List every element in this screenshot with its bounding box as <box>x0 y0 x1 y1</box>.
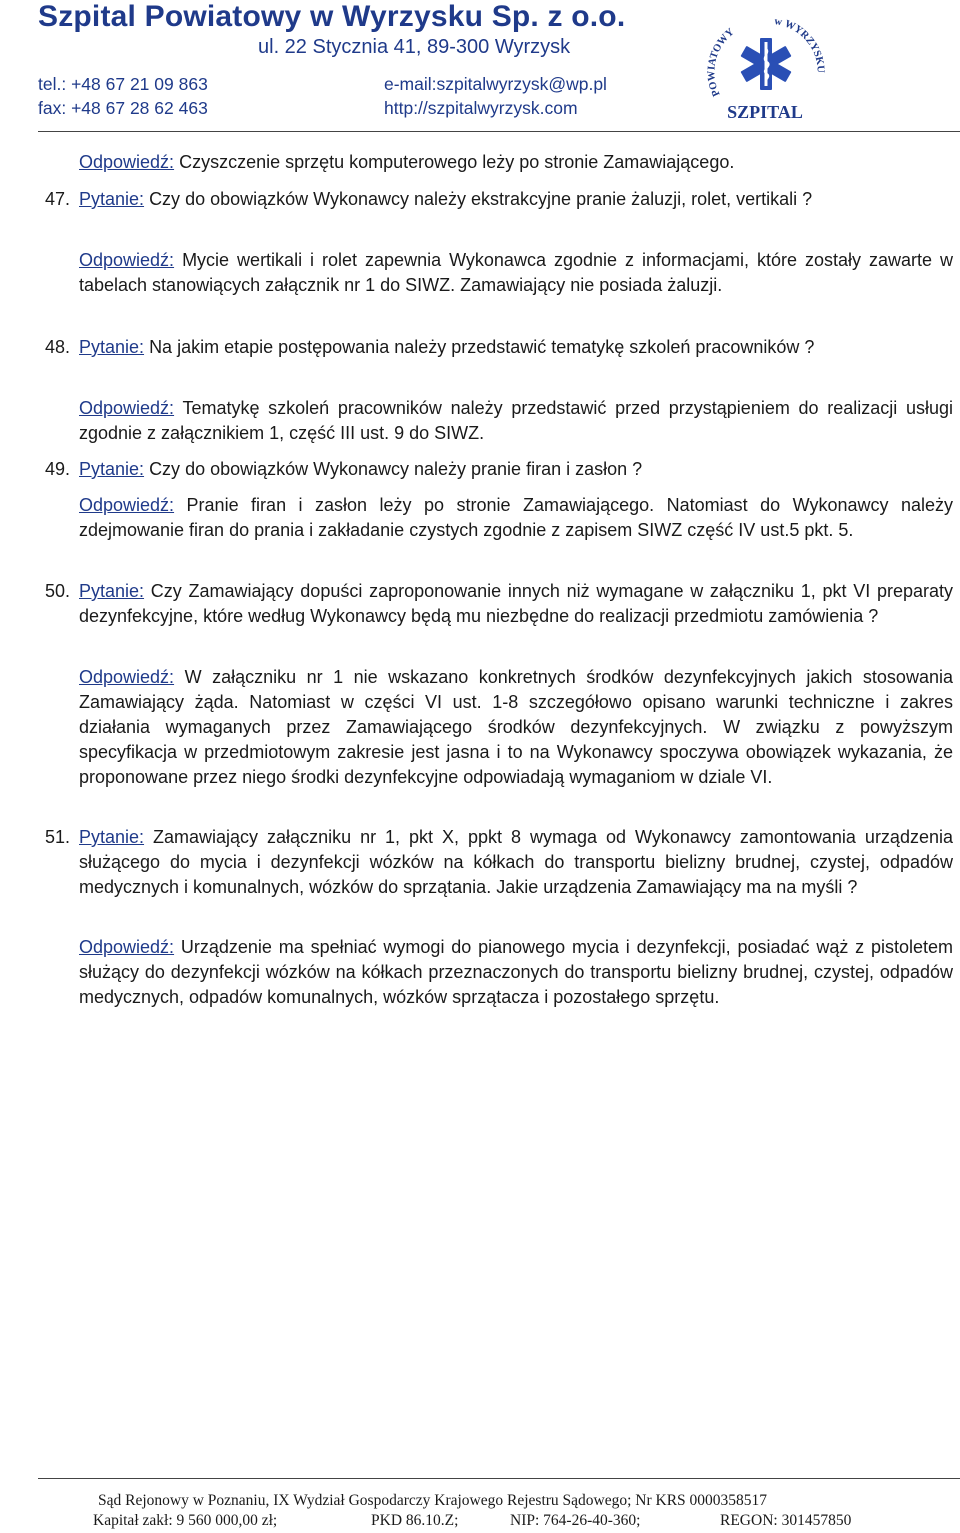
answer-text: Urządzenie ma spełniać wymogi do pianowego mycia i dezynfekcji, posiadać wąż z pistoletem służący do dezynfekcji wózków na kółkach przeznaczonych do transportu bielizny brudnej, czystej, odpadów medycznych, odpadów komunalnych, wózków sprzątacza i pozostałego sprzętu. <box>79 937 953 1007</box>
share-capital: Kapitał zakł: 9 560 000,00 zł; <box>93 1512 278 1529</box>
logo-arc-right: w WYRZYSKU <box>773 16 826 74</box>
hospital-website: http://szpitalwyrzysk.com <box>384 98 578 118</box>
footer-divider <box>38 1478 960 1479</box>
question-block <box>79 457 953 482</box>
question-block <box>79 579 953 629</box>
court-registration: Sąd Rejonowy w Poznaniu, IX Wydział Gospodarczy Krajowego Rejestru Sądowego; Nr KRS 0000358517 <box>98 1492 768 1509</box>
answer-text: Tematykę szkoleń pracowników należy przedstawić przed przystąpieniem do realizacji usługi zgodnie z załącznikiem 1, część III ust. 9 do SIWZ. <box>79 398 953 443</box>
svg-text:w WYRZYSKU <box>773 16 825 73</box>
answer-text: Pranie firan i zasłon leży po stronie Zamawiającego. Natomiast do Wykonawcy należy zdejmowanie firan do prania i zakładanie czystych zgodnie z zapisem SIWZ część IV ust.5 pkt. 5. <box>79 495 953 540</box>
hospital-fax: fax: +48 67 28 62 463 <box>38 98 208 118</box>
question-label: Pytanie: <box>79 337 145 357</box>
logo-bottom-text: SZPITAL <box>727 102 803 122</box>
question-text: Czy do obowiązków Wykonawcy należy ekstrakcyjne pranie żaluzji, rolet, vertikali ? <box>149 189 813 209</box>
question-number: 51. <box>45 827 71 847</box>
question-number: 50. <box>45 581 71 601</box>
question-label: Pytanie: <box>79 189 145 209</box>
answer-block <box>79 665 953 790</box>
answer-block <box>79 150 953 175</box>
hospital-logo <box>700 6 830 124</box>
answer-label: Odpowiedź: <box>79 667 175 687</box>
question-number: 48. <box>45 337 71 357</box>
regon-number: REGON: 301457850 <box>720 1512 852 1529</box>
question-number: 47. <box>45 189 71 209</box>
hospital-email: e-mail:szpitalwyrzysk@wp.pl <box>384 74 607 94</box>
question-block <box>79 335 953 360</box>
question-text: Zamawiający załączniku nr 1, pkt X, ppkt 8 wymaga od Wykonawcy zamontowania urządzenia służącego do mycia i dezynfekcji wózków na kółkach do transportu bielizny brudnej, czystej, odpadów medycznych i komunalnych, wózków do sprzątania. Jakie urządzenia Zamawiający ma na myśli ? <box>79 827 953 897</box>
answer-label: Odpowiedź: <box>79 152 175 172</box>
answer-block <box>79 248 953 298</box>
hospital-address: ul. 22 Stycznia 41, 89-300 Wyrzysk <box>258 36 571 58</box>
star-of-life-icon <box>740 38 791 90</box>
question-label: Pytanie: <box>79 581 145 601</box>
svg-text:POWIATOWY <box>706 26 737 98</box>
answer-block <box>79 396 953 446</box>
answer-label: Odpowiedź: <box>79 495 175 515</box>
hospital-phone: tel.: +48 67 21 09 863 <box>38 74 208 94</box>
logo-arc-left: POWIATOWY <box>706 26 737 98</box>
answer-block <box>79 935 953 1010</box>
question-label: Pytanie: <box>79 827 145 847</box>
question-label: Pytanie: <box>79 459 145 479</box>
question-text: Na jakim etapie postępowania należy przedstawić tematykę szkoleń pracowników ? <box>149 337 815 357</box>
hospital-name: Szpital Powiatowy w Wyrzysku Sp. z o.o. <box>38 0 626 33</box>
answer-label: Odpowiedź: <box>79 937 175 957</box>
question-block <box>79 825 953 900</box>
answer-block <box>79 493 953 543</box>
letterhead <box>0 0 960 134</box>
question-block <box>79 187 953 212</box>
nip-number: NIP: 764-26-40-360; <box>510 1512 641 1529</box>
answer-text: W załączniku nr 1 nie wskazano konkretnych środków dezynfekcyjnych jakich stosowania Zamawiający żąda. Natomiast w części VI ust. 1-8 szczegółowo opisano warunki techniczne i zakres działania wymaganych przez Zamawiającego środków dezynfekcyjnych. W związku z powyższym specyfikacja w przedmiotowym zakresie jest jasna i to na Wykonawcy spoczywa obowiązek wykazania, że proponowane przez niego środki dezynfekcyjne odpowiadają wymaganiom w dziale VI. <box>79 667 953 787</box>
question-number: 49. <box>45 459 71 479</box>
question-text: Czy Zamawiający dopuści zaproponowanie innych niż wymagane w załączniku 1, pkt VI preparaty dezynfekcyjne, które według Wykonawcy będą mu niezbędne do realizacji przedmiotu zamówienia ? <box>79 581 953 626</box>
answer-label: Odpowiedź: <box>79 398 175 418</box>
answer-text: Czyszczenie sprzętu komputerowego leży po stronie Zamawiającego. <box>179 152 735 172</box>
header-divider <box>38 131 960 132</box>
pkd-code: PKD 86.10.Z; <box>371 1512 459 1529</box>
answer-label: Odpowiedź: <box>79 250 175 270</box>
answer-text: Mycie wertikali i rolet zapewnia Wykonawca zgodnie z informacjami, które zostały zawarte w tabelach stanowiących załącznik nr 1 do SIWZ. Zamawiający nie posiada żaluzji. <box>79 250 953 295</box>
question-text: Czy do obowiązków Wykonawcy należy pranie firan i zasłon ? <box>149 459 643 479</box>
